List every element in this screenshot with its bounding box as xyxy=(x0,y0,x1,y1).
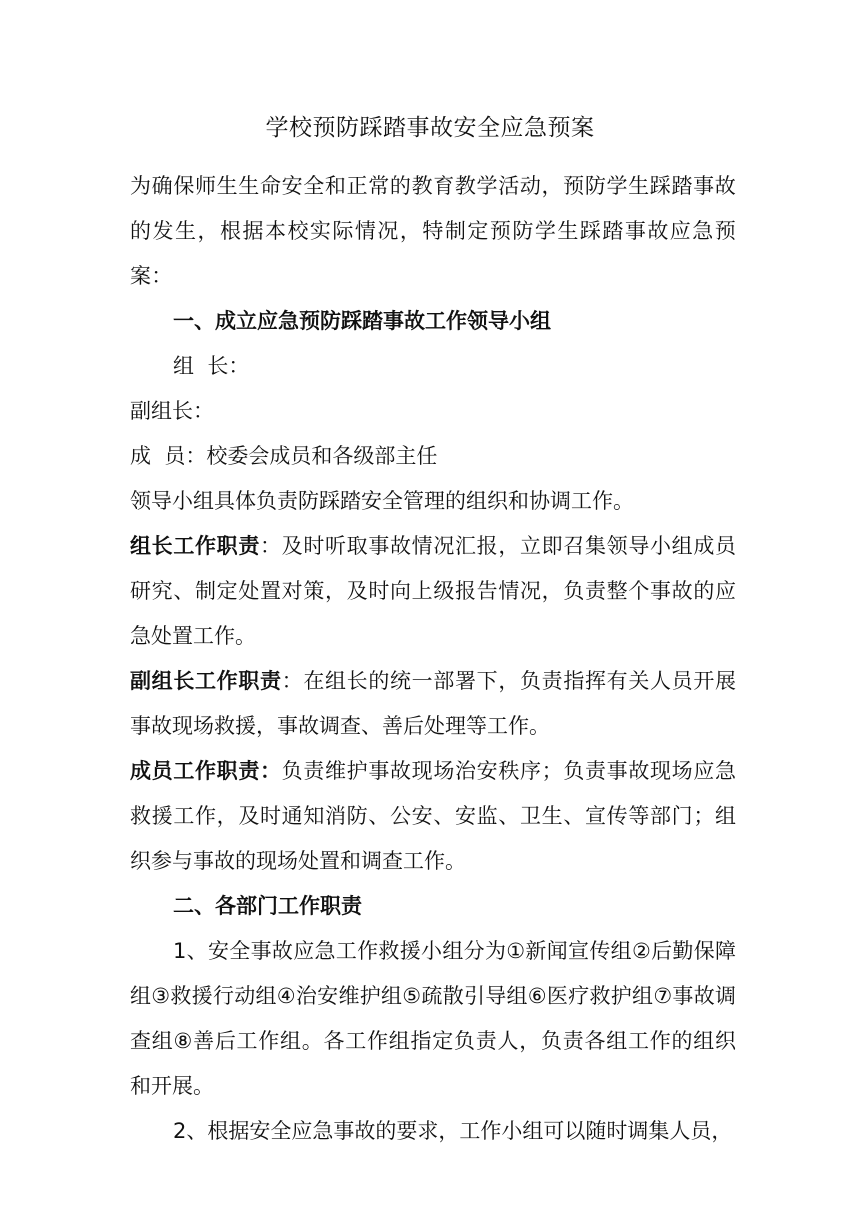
leader-line: 组 长： xyxy=(173,354,250,378)
section-2-heading: 二、各部门工作职责 xyxy=(173,894,362,918)
section-2-item-2: 2、根据安全应急事故的要求，工作小组可以随时调集人员， xyxy=(173,1119,733,1143)
page-title: 学校预防踩踏事故安全应急预案 xyxy=(265,115,595,141)
deputy-duty-label: 副组长工作职责 xyxy=(130,669,282,693)
members-line: 成 员：校委会成员和各级部主任 xyxy=(130,444,438,468)
leader-duty-paragraph xyxy=(130,524,736,659)
member-duty-text: 负责维护事故现场治安秩序；负责事故现场应急救援工作，及时通知消防、公安、安监、卫生、宣传等部门；组织参与事故的现场处置和调查工作。 xyxy=(130,759,737,873)
deputy-duty-paragraph xyxy=(130,659,736,749)
duty-summary: 领导小组具体负责防踩踏安全管理的组织和协调工作。 xyxy=(130,489,634,513)
leader-duty-text: ：及时听取事故情况汇报，立即召集领导小组成员研究、制定处置对策，及时向上级报告情况，负责整个事故的应急处置工作。 xyxy=(130,534,736,648)
deputy-duty-text: ：在组长的统一部署下，负责指挥有关人员开展事故现场救援，事故调查、善后处理等工作。 xyxy=(130,669,737,738)
section-2-item-1: 1、安全事故应急工作救援小组分为①新闻宣传组②后勤保障组③救援行动组④治安维护组⑤疏散引导组⑥医疗救护组⑦事故调查组⑧善后工作组。各工作组指定负责人，负责各组工作的组织和开展。 xyxy=(130,939,736,1098)
leader-duty-label: 组长工作职责 xyxy=(130,534,260,558)
member-duty-paragraph xyxy=(130,749,736,884)
member-duty-label: 成员工作职责： xyxy=(130,759,282,783)
deputy-line: 副组长： xyxy=(130,399,214,423)
section-1-heading: 一、成立应急预防踩踏事故工作领导小组 xyxy=(173,309,551,333)
intro-paragraph: 为确保师生生命安全和正常的教育教学活动，预防学生踩踏事故的发生，根据本校实际情况，特制定预防学生踩踏事故应急预案： xyxy=(130,174,736,288)
document-body xyxy=(130,164,736,1154)
